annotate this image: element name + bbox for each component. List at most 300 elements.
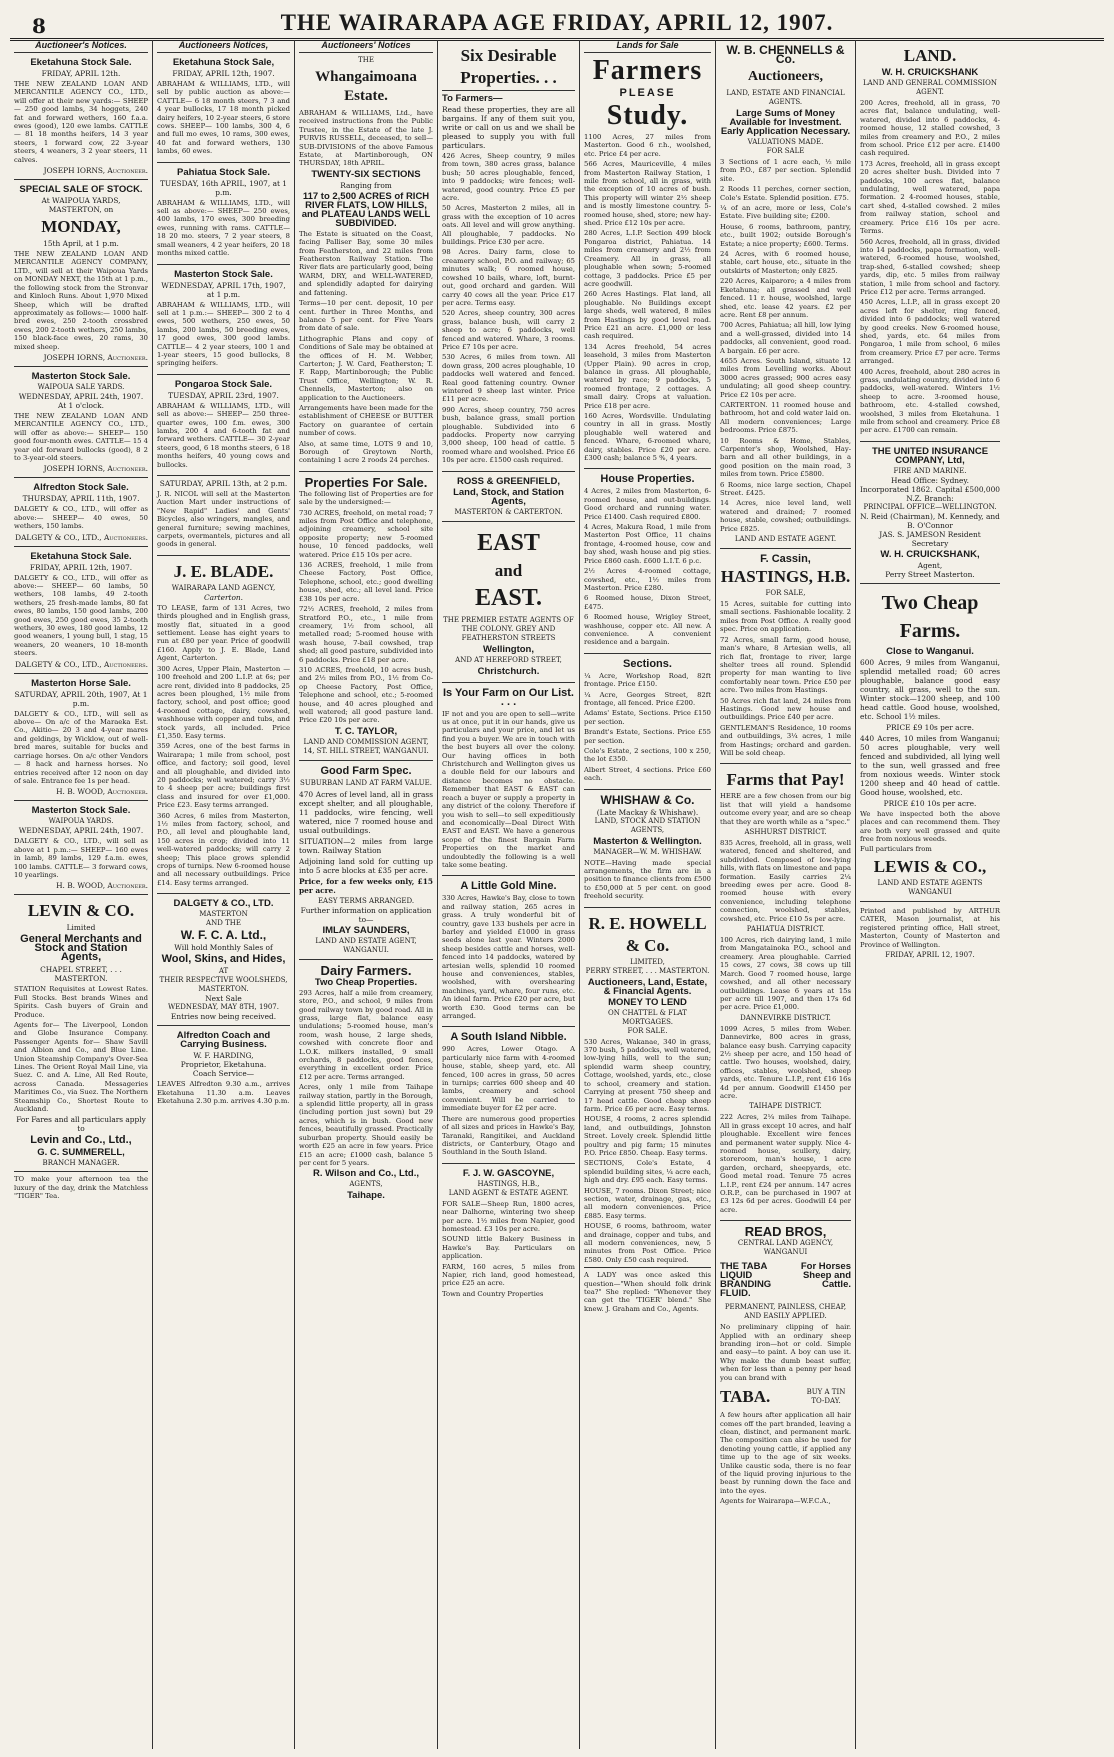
ad-good-farm-spec — [299, 761, 433, 960]
listing: 260 Acres Hastings. Flat land, all ploughable. No Buildings except large sheds, well watered, 8 miles from Hastings by good level road. Price £21 an acre. £1,000 or less cash required. — [584, 290, 711, 341]
taba-agents: Agents for Wairarapa—W.F.C.A., — [720, 1497, 831, 1506]
ad-price: Price, for a few weeks only, £15 per acre. — [299, 876, 433, 895]
taba-buy: BUY A TIN TO-DAY. — [806, 1387, 846, 1405]
ad-heading: Two Cheap — [881, 591, 979, 614]
firm-desc: LAND AND GENERAL COMMISSION AGENT. — [862, 79, 998, 96]
listing: 360 Acres, 6 miles from Masterton, 1½ miles from factory, school, and P.O., all level and ploughable land, 150 acres in crop; divided into 11 well-watered paddocks; will carry 2 sheep; This place grows splendid crops of turnips. New 6-roomed house and all necessary outbuildings. Price £14. Easy terms arranged. — [157, 811, 290, 887]
firm-manager: G. C. SUMMERELL, — [37, 1147, 125, 1159]
listing: 220 Acres, Kaiparoro; a 4 miles from Eketahuna; all grassed and well fenced. 11 r. house, woolshed, large shed, etc. lease 42 years. £2 per acre. Rent £8 per annum. — [720, 277, 851, 319]
listing: 440 Acres, 10 miles from Wanganui; 50 acres ploughable, very well fenced and subdivided, all lying well to the sun, well grassed and free from noxious weeds. Winter stock 1200 sheep and 40 head of cattle. Good house, woolshed, etc. — [860, 733, 1000, 797]
ad-heading: Alfredton Coach and Carrying Business. — [176, 1030, 271, 1051]
firm-valuations: VALUATIONS MADE. — [747, 138, 824, 146]
ad-read-bros-taba — [720, 1221, 851, 1511]
ad-body: DALGETY & CO., LTD., will offer as above:— SHEEP— 40 ewes, 50 wethers, 150 lambs. — [14, 505, 148, 531]
for-sale: FOR SALE — [766, 147, 805, 155]
firm-footer-name: Levin and Co., Ltd., — [30, 1134, 132, 1147]
directors: N. Reid (Chairman), M. Kennedy, and B. O'Connor — [860, 511, 1000, 530]
ad-intro: HERE are a few chosen from our big list that will yield a handsome outcome every year, and are so cheap that they are worth while as a "spec." — [720, 792, 851, 826]
listing: 10 Rooms & Home, Stables, Carpenter's shop, Woolshed, Hay-barn and all other buildings, in a good position on the main road, 3 miles from town. Price £5800. — [720, 436, 851, 479]
firm-name: ROSS & GREENFIELD, — [457, 475, 560, 487]
ad-acres: 117 to 2,500 ACRES of RICH RIVER FLATS, LOW HILLS, and PLATEAU LANDS WELL SUBDIVIDED. — [301, 190, 431, 229]
listing: 450 Acres, L.I.P., all in grass except 20 acres left for shelter, ring fenced, divided into 6 paddocks; well watered by good creeks. New 6-roomed house, shed, yards, etc. 64 miles from Pongaroa, 1 mile from school, 6 miles from creamery. Price £7 per acre. Terms arranged. — [860, 298, 1000, 366]
ad-heading: Masterton Stock Sale. — [31, 805, 131, 817]
firm-agents: Agents for— The Liverpool, London and Globe Insurance Company. Passenger Agents for— Shaw Savill and Albion and Co., and Blue Line. Union Steamship Company's Over-Sea Lines. The Orient Royal Mail Line, via Suez. C. and A. Line, All Red Route, across Canada. Messageries Maritimes Co., via Suez. The Northern Steamship Co., Shortest Route to Auckland. — [14, 1020, 148, 1114]
listing: 293 Acres, half a mile from creamery, store, P.O., and school, 9 miles from good railway town by good road. All in grass, large flat, balance easy undulations; 5-roomed house, man's room, wash house, 2 large sheds, cowshed with concrete floor and L.O.K. milkers installed, 9 small orchards, 8 paddocks, good fences, everything in excellent order. Price £12 per acre. Terms arranged. — [299, 988, 433, 1081]
firm-name: LEVIN & CO. — [27, 901, 135, 921]
ad-litho: Lithographic Plans and copy of Conditions of Sale may be obtained at the offices of H. M. Webber, Carterton; J. W. Card, Featherston; T. F. Rapp, Martinborough; the Public Trust Office, Wellington; W. R. Chennells, Masterton; also on application to the Auctioneers. — [299, 334, 433, 402]
firm-address: CHAPEL STREET, . . . MASTERTON. — [40, 965, 122, 984]
ad-alfredton-coach — [157, 1026, 290, 1111]
listing: 700 Acres, Pahiatua; all hill, low lying and a well-grassed, divided into 14 paddocks, all convenient, good road. A bargain. £6 per acre. — [720, 321, 851, 355]
ad-day: MONDAY, — [41, 217, 121, 237]
listing: HOUSE, 6 rooms, bathroom, water and drainage, copper and tubs, and all modern conveniences, new, 5 minutes from Post Office. Price £580. Only £50 cash required. — [584, 1222, 711, 1264]
tea-notice: A LADY was once asked this question—"When should folk drink tea?" She replied: "Whenever they can get the 'TIGER' blend." She knew. J. Graham and Co., Agents. — [584, 1271, 711, 1313]
resident-secretary: JAS. S. JAMESON Resident Secretary — [879, 529, 981, 548]
ad-heading: Alfredton Stock Sale. — [33, 482, 129, 494]
listing: 426 Acres, Sheep country, 9 miles from town, 380 acres grass, balance bush; 50 acres ploughable, fenced, into 9 paddocks; wire fences; well-watered, good country. Price £5 per acre. — [442, 152, 575, 203]
ad-ross-greenfield — [442, 472, 575, 522]
district: ASHHURST DISTRICT. — [744, 828, 827, 836]
listing: 6 Roomed house, Dixon Street, £475. — [584, 594, 711, 611]
section-heading: Auctioneer's Notices. — [14, 40, 148, 53]
ad-body: THE NEW ZEALAND LOAN AND MERCANTILE AGENCY CO., LTD., will offer at their new yards:— SHEEP— 250 good lambs, 34 hoggets, 240 fat and forward wethers, 160 f.a.a. ewes (good), 120 ewe lambs. CATTLE— 81 18 months heifers, 14 3 year steers, 1 forward cow, 22 3-year steers, 4 weaners, 3 2 year steers, 11 calves. — [14, 80, 148, 164]
firm-limited: Limited — [66, 923, 96, 933]
ad-heading: Eketahuna Stock Sale. — [30, 57, 132, 68]
column-7 — [856, 40, 1004, 1749]
ad-heading: Eketahuna Stock Sale. — [30, 550, 132, 562]
tea-notice: TO make your afternoon tea the luxury of the day, drink the Matchless "TIGER" Tea. — [14, 1175, 148, 1201]
ad-masterton-stock-sale — [14, 367, 148, 478]
listing: House, 6 rooms, bathroom, pantry, etc., built 1902; outside Borough's Estate; a nice property; £600. Terms. — [720, 222, 851, 248]
ad-date: THURSDAY, APRIL 11th, 1907. — [22, 494, 140, 504]
listing: 4 Acres, 2 miles from Masterton, 6-roomed house, and out-buildings. Good orchard and running water. Price £1400. Cash required £800. — [584, 487, 711, 521]
ad-body: J. R. NICOL will sell at the Masterton Auction Mart under instructions of "New Rapid" Ladies' and Gents' Bicycles, also wringers, mangles, and general furniture; sewing machines, carpets, overmantels, pictures and all goods in general. — [157, 490, 290, 549]
firm-body: STATION Requisites at Lowest Rates. Full Stocks. Best brands Wines and Spirits. Cash buyers of Grain and Produce. — [14, 985, 148, 1019]
ad-heading: Farmers — [592, 55, 703, 86]
firm-name: LEWIS & CO., — [873, 856, 987, 876]
listing: SECTIONS, Cole's Estate, 4 splendid building sites, ¼ acre each, high and dry. £95 each. Easy terms. — [584, 1159, 711, 1185]
ad-signature: H. B. WOOD, Auctioneer. — [56, 787, 148, 797]
listing: 359 Acres, one of the best farms in Wairarapa; 1 mile from school, post office, and factory; soil good, level and all ploughable, and divided into 20 paddocks; well watered; carry 3½ to 4 sheep per acre; buildings first class and insured for over £1,000. Price £23. Easy terms arranged. — [157, 742, 290, 810]
ad-body: 990 Acres, Lower Otago. A particularly nice farm with 4-roomed house, stable, sheep yard, etc. All fenced, 100 acres in grass, 50 acres in turnips; carries 600 sheep and 40 lambs, creamery and school convenient. Will be carried to immediate buyer for £2 per acre. — [442, 1045, 575, 1113]
ad-dalgety-wool-sales — [157, 894, 290, 1026]
ad-house-properties — [584, 469, 711, 653]
firm-note: NOTE—Having made special arrangements, the firm are in a position to finance clients from £500 to £50,000 at 5 per cent. on good freehold security. — [584, 858, 711, 901]
east-body: THE PREMIER ESTATE AGENTS OF THE COLONY. GREY AND FEATHERSTON STREETS — [443, 615, 574, 642]
columns — [10, 40, 1104, 1749]
principal-office: PRINCIPAL OFFICE—WELLINGTON. — [863, 502, 997, 511]
ad-heading-2: Properties. . . — [460, 68, 557, 87]
ad-to: To Farmers— — [442, 93, 503, 104]
ad-heading: Six Desirable — [460, 46, 557, 65]
ad-date: WEDNESDAY, APRIL 24th, 1907. At 1 o'clock. — [18, 391, 144, 410]
ad-signature: H. B. WOOD, Auctioneer. — [56, 881, 148, 891]
listing: CARTERTON. 11 roomed house and bathroom, hot and cold water laid on. All modern conveniences; Large bedrooms. Price £875. — [720, 400, 851, 435]
agent-street: Perry Street Masterton. — [885, 569, 975, 579]
ad-united-insurance — [860, 442, 1000, 584]
firm-name: F. J. W. GASCOYNE, — [462, 1167, 555, 1179]
east-heading: EAST — [477, 529, 540, 556]
ad-howell — [584, 908, 711, 1320]
ad-sections — [584, 654, 711, 790]
firm-name: WHISHAW & Co. — [600, 792, 695, 807]
listing: ¼ Acre, Workshop Road, 82ft frontage. Price £150. — [584, 671, 711, 689]
ad-masterton-stock-sale-2 — [14, 801, 148, 895]
estate-name: Whangaimoana Estate. — [315, 69, 417, 104]
column-2 — [153, 40, 295, 1749]
listing: 2½ Acres 4-roomed cottage, cowshed, etc., 1½ miles from Masterton. Price £280. — [584, 567, 711, 592]
ad-alfredton-stock-sale — [14, 478, 148, 546]
listing: Brandt's Estate, Sections. Price £55 per section. — [584, 728, 711, 745]
listing: 200 Acres, freehold, all in grass, 70 acres flat, balance undulating, well-watered, divided into 6 paddocks, 4-roomed house, 12 stalled cowshed, 3 miles from creamery and P.O., 2 miles from school. Price £12 per acre. £1400 cash required. — [860, 99, 1000, 158]
ad-whishaw — [584, 790, 711, 908]
firm-agents: AGENTS, — [349, 1180, 383, 1189]
price: PRICE £9 10s per acre. — [886, 722, 974, 732]
firm-manager: MANAGER—W. M. WHISHAW. — [593, 847, 702, 856]
firm-name: R. E. HOWELL — [588, 913, 707, 933]
ad-date: FRIDAY, APRIL 12th, 1907. — [172, 69, 275, 78]
listing: 4655 Acres. South Island, situate 12 miles from Levelling works. About 3000 acres grassed; 900 acres easy undulating; all good sheep country. Price £2 10s per acre. — [720, 356, 851, 399]
ad-terms: Terms—10 per cent. deposit, 10 per cent. further in Three Months, and balance 5 per cent. for Five Years from date of sale. — [299, 299, 433, 333]
listing: HOUSE, 7 rooms. Dixon Street; nice section, water, drainage, gas, etc., all modern conveniences. Price £885. Easy terms. — [584, 1186, 711, 1220]
listing: 400 Acres, freehold, about 280 acres in grass, undulating country, divided into 6 paddocks, well-watered. Winters 1½ sheep to acre. 3-roomed house, bathroom, etc. 4-stalled cowshed, woolshed, 3 miles from Eketahuna. 1 mile from school and creamery. Price £8 per acre. £1700 can remain. — [860, 367, 1000, 435]
ad-farmers-please-study — [584, 53, 711, 469]
ad-farm-on-list — [442, 683, 575, 877]
ad-levin-co — [14, 895, 148, 1206]
section-heading: Auctioneers' Notices — [299, 40, 433, 53]
ad-heading: A South Island Nibble. — [450, 1031, 567, 1044]
ad-chennells — [720, 40, 851, 549]
ad-arrangements: Arrangements have been made for the establishment of CHEESE or BUTTER Factory on guarantee of certain number of cows. — [299, 403, 433, 438]
mortgage: ON CHATTEL & FLAT MORTGAGES. — [608, 1008, 687, 1026]
listing: 72½ ACRES, freehold, 2 miles from Stratford P.O., etc., 1 mile from creamery, 1½ from school, all metalled road; 5-roomed house with wash house, 7-bail cowshed, trap shed; all good pasture, subdivided into 6 paddocks. Price £18 per acre. — [299, 605, 433, 664]
ad-the: THE — [358, 56, 374, 64]
firm-co: & Co. — [625, 935, 670, 955]
column-5 — [580, 40, 716, 1749]
listing: SITUATION—2 miles from large town. Railway Station — [299, 836, 433, 855]
firm-capital: Capital £500,000 — [935, 484, 1000, 494]
imprint — [860, 902, 1000, 964]
ad-place: At WAIPOUA YARDS, MASTERTON, on — [41, 196, 121, 215]
masthead — [10, 4, 1104, 41]
firm-name: T. C. TAYLOR, — [334, 725, 398, 737]
ad-sub: Close to Wanganui. — [886, 645, 974, 657]
imprint-body: Printed and published by ARTHUR CATER, Mason journalist, at his registered printing office, Hall street, Masterton, County of Masterton and Province of Wellington. — [860, 906, 1000, 949]
listing: Town and Country Properties — [442, 1289, 544, 1298]
firm-town: WANGANUI — [908, 887, 952, 896]
ad-body: IF not and you are open to sell—write us at once, put it in our hands, give us particulars and your price, and let us find you a buyer. We are in touch with the best buyers all over the colony. Our having offices in both Christchurch and Wellington gives us a double field for our labours and distance becomes no obstacle. Remember that EAST & EAST can reach a buyer or supply a property in any district of the colony. Therefore if you wish to sell—to sell expeditiously and economically—Deal Direct With EAST and EAST. We have a generous scope of the finest Bargain Farm Properties on the market and undoubtedly the following is a well take some beating. — [442, 709, 575, 869]
ad-heading-3: Study. — [606, 100, 689, 131]
listing: 530 Acres, Wakanae, 340 in grass, 370 bush, 5 paddocks, well watered, low-lying hills, well to the sun; splendid warm sheep country, Cottage, woolshed, yards, etc., close to school, creamery and station. Carrying at present 750 sheep and 17 head cattle. Good cheap sheep farm. Price £6 per acre. Easy terms. — [584, 1037, 711, 1113]
for-sale: FOR SALE. — [627, 1026, 668, 1035]
firm-place: MASTERTON & CARTERTON. — [454, 507, 563, 516]
firm-desc: LAND, ESTATE AND FINANCIAL AGENTS. — [726, 89, 845, 106]
taba-more: A few hours after application all hair comes off the part branded, leaving a clean, distinct, and permanent mark. The composition can also be used for denoting young cattle, if applied any time up to the age of six weeks. Unlike caustic soda, there is no fear of the liquid proving injurious to the beast by running down the face and into the eyes. — [720, 1411, 851, 1495]
ad-body: ABRAHAM & WILLIAMS, LTD., will sell by public auction as above:— CATTLE— 6 18 month steers, 7 3 and 4 year bullocks, 17 18 month picked dairy heifers, 10 2-year steers, 6 store cows. SHEEP— 100 lambs, 300 4, 6 and full mo ewes, 10 rams, 300 ewes, 40 fat and forward wethers, 130 lambs, 60 ewes. — [157, 80, 290, 156]
column-1 — [10, 40, 153, 1749]
ad-date: SATURDAY, APRIL 20th, 1907, At 1 p.m. — [14, 689, 148, 708]
ad-body: Will hold Monthly Sales of — [174, 943, 273, 953]
ad-heading: Masterton Stock Sale. — [174, 268, 273, 280]
ad-dairy-farmers — [299, 960, 433, 1207]
ad-heading: Pongaroa Stock Sale. — [174, 378, 273, 390]
ad-next: Next Sale — [205, 994, 242, 1004]
firm-name: THE UNITED INSURANCE COMPANY, Ltd, — [871, 445, 989, 466]
ad-also: Also, at same time, LOTS 9 and 10, Borough of Greytown North, containing 1 acre 2 roods 24 perches. — [299, 439, 433, 465]
ad-further: Further information on application to— — [300, 905, 432, 924]
ad-service: Coach Service— — [192, 1069, 255, 1079]
listing: 730 ACRES, freehold, on metal road; 7 miles from Post Office and telephone, adjoining creamery, school site opposite property; new 5-roomed house, 10 fenced paddocks, well watered. Price £15 10s per acre. — [299, 508, 433, 559]
firm-place: HASTINGS, H.B. — [720, 567, 851, 587]
firm-name: DALGETY & CO., LTD. — [173, 898, 274, 910]
listing: 15 Acres, suitable for cutting into small sections. Fashionable locality. 2 miles from Post Office. A really good spec. Price on application. — [720, 600, 851, 634]
ad-at: AT — [218, 967, 229, 976]
ad-signature: JOSEPH IORNS, Auctioneer. — [43, 464, 148, 474]
ad-masterton-horse-sale — [14, 674, 148, 802]
ad-date: WEDNESDAY, APRIL 17th, 1907, at 1 p.m. — [161, 280, 286, 299]
ad-eketahuna-stock-sale — [157, 53, 290, 163]
ad-entries: Entries now being received. — [170, 1012, 277, 1022]
listing: 98 Acres. Dairy farm, close to creamery school, P.O. and railway; 65 minutes walk; 6 roomed house, cowshed 10 bails, whare, loft, burnt-out, good orchard and garden. Will carry 40 cows all the year. Price £17 per acre. Terms easy. — [442, 248, 575, 307]
ad-date: TUESDAY, APRIL 23rd, 1907. — [168, 390, 279, 400]
listing: 280 Acres, L.I.P. Section 499 block Pongaroa district, Pahiatua. 14 miles from creamery and 2½ from Creamery. All in grass, all ploughable when sown; 5-roomed cottage, 3 paddocks. Price £5 per acre goodwill. — [584, 229, 711, 288]
ad-whangaimoana-estate — [299, 53, 433, 472]
ad-body-2: The Estate is situated on the Coast, facing Palliser Bay, some 30 miles from Featherston, and 22 miles from Featherston Railway Station. The River flats are particularly good, being WARM, DRY, and WELL-WATERED, and splendidly adapted for dairying and fattening. — [299, 229, 433, 297]
ad-range: Ranging from — [340, 180, 392, 190]
taba-name: TABA. — [720, 1387, 771, 1407]
listing: 3 Sections of 1 acre each, ½ mile from P.O., £87 per section. Splendid site. — [720, 158, 851, 183]
listing: 160 Acres, Wordsville. Undulating country in all in grass. Mostly ploughable well watered and fenced. Whare, 6-roomed whare, dairy, stables. Price £20 per acre. £300 cash; balance 5 %, 4 years. — [584, 412, 711, 463]
east-and: and — [494, 560, 523, 580]
page-number: 8 — [32, 14, 46, 38]
listing: 470 Acres of level land, all in grass except shelter, and all ploughable, 11 paddocks, wire fencing, well watered, nice 7 roomed house and usual outbuildings. — [299, 789, 433, 835]
listing: 6 Roomed house, Wrigley Street, washhouse, copper etc. All new. A convenience. A convenient residence and a bargain. — [584, 613, 711, 647]
listing: 310 ACRES, freehold, 10 acres bush, and 2½ miles from P.O., 1½ from Co-op Cheese Factory, Post Office, Telephone and school, etc.; 5-roomed house, and 40 acres ploughed and well watered; all good pasture land. Price £20 10s per acre. — [299, 665, 433, 725]
agent-title: Agent, — [917, 560, 943, 570]
firm-footer: For Fares and all particulars apply to — [16, 1115, 146, 1134]
ad-more: There are numerous good properties of all sizes and prices in Hawke's Bay, Taranaki, Rangitikei, and Auckland districts, or Canterbury, Otago and Southland in the South Island. — [442, 1114, 575, 1157]
ad-date: SATURDAY, APRIL 13th, at 2 p.m. — [159, 479, 288, 488]
ad-body: DALGETY & CO., LTD., will sell as above— On a/c of the Maraeka Est. Co., Akitio— 20 3 and 4-year mares and geldings, by Wicklow, out of well-bred mares, suitable for bucks and carriage horses. On a/c other Vendors— 8 hack and harness horses. No entries received after 12 noon on day of sale. Entrance fee 1s per head. — [14, 709, 148, 785]
ad-heading: Properties For Sale. — [304, 474, 428, 490]
firm-title: WAIRARAPA LAND AGENCY, — [171, 583, 276, 592]
ad-body: DALGETY & CO., LTD., will offer as above:— SHEEP— 60 lambs, 50 wethers, 108 lambs, 49 2-tooth wethers, 25 fresh-made lambs, 80 fat ewes, 80 lambs, 150 good lambs, 200 good ewes, 250 good ewes, 35 2-tooth wethers, 30 ewes, 180 good lambs, 12 good weaners, 1 young bull, 1 stag, 15 weaners, 20 weaners, 10 18-month steers. — [14, 573, 148, 658]
ad-sections: TWENTY-SIX SECTIONS — [311, 168, 421, 180]
ad-heading: Masterton Stock Sale. — [31, 370, 131, 382]
listing: 4 Acres, Makura Road, 1 mile from Masterton Post Office, 11 chains frontage, 4-roomed house, cow and bay shed, wash house and pig sties. Price £860 cash. £600 L.I.T. 6 p.c. — [584, 523, 711, 565]
firm-desc: CENTRAL LAND AGENCY, WANGANUI — [737, 1239, 834, 1257]
ad-blade — [157, 556, 290, 894]
ad-heading: House Properties. — [600, 473, 695, 486]
listing: 520 Acres, sheep country, 300 acres grass, balance bush, will carry 2 sheep to acre; 6 paddocks, well fenced and watered. Whare, 3 rooms. Price £7 10s per acre. — [442, 309, 575, 351]
ad-date: WEDNESDAY, MAY 8TH, 1907. — [167, 1003, 279, 1012]
listing: 100 Acres, rich dairying land, 1 mile from Mangatainoka P.O., school and creamery. Area ploughable. Carried 15 cows, 27 cows, 38 cows up till March. Good 7 roomed house, large cowshed, and all other necessary outbuildings. Lease 6 years at 15s per acre till 1907, and then 17s 6d per acre. Price £1,000. — [720, 936, 851, 1012]
listing: 2 Roods 11 perches, corner section, Cole's Estate. Splendid position. £75. — [720, 185, 851, 202]
ad-terms: EASY TERMS ARRANGED. — [317, 896, 415, 905]
ad-intro: The following list of Properties are for sale by the undersigned:— — [299, 489, 433, 507]
listing: HOUSE, 4 rooms, 2 acres splendid land, and outbuildings, Johnston Street. Lovely creek. Splendid little poultry and pig farm; 15 minutes P.O. Price £850. Cheap. Easy terms. — [584, 1115, 711, 1157]
imprint-date: FRIDAY, APRIL 12, 1907. — [885, 950, 975, 959]
ad-heading: SPECIAL SALE OF STOCK. — [19, 184, 143, 196]
ad-and: AND THE — [206, 919, 241, 928]
listing: 1099 Acres, 5 miles from Weber. Dannevirke, 800 acres in grass, balance easy bush. Carrying capacity 2½ sheep per acre, and 150 head of cattle. Two houses, woolshed, dairy, offices, stables, woolshed, sheep yards, etc. Tenure L.I.P., rent £16 16s 4d per annum. Goodwill £1450 per acre. — [720, 1024, 851, 1100]
district: TAIHAPE DISTRICT. — [749, 1102, 822, 1111]
listing: 600 Acres, 9 miles from Wanganui, splendid metalled road; 60 acres ploughable, balance good easy country, all grass, well to the sun. Winter stock—1200 sheep, and 100 head cattle. Good house, woolshed, etc. School 1½ miles. — [860, 657, 1000, 721]
listing: 50 Acres rich flat land, 24 miles from Hastings. Good new house and outbuildings. Price £40 per acre. — [720, 696, 851, 722]
ad-eketahuna-stock-sale — [14, 53, 148, 180]
listing: 134 Acres freehold, 54 acres leasehold, 3 miles from Masterton (Upper Plain). 90 acres in crop, balance in grass. All ploughable, watered by race; 9 paddocks, 5 roomed frontage, 2 cottages. A small dairy. Crops at valuation. Price £18 per acre. — [584, 342, 711, 410]
listing: Acres, only 1 mile from Taihape railway station, partly in the Borough, a splendid little property, all in grass (including portion just sown) but 29 acres, which is in bush. Good new fences, beautifully grassed. Practically suburban property. Should easily be worth £25 an acre in few years. Price £15 an acre; £1000 cash, balance 5 per cent for 5 years. — [299, 1083, 433, 1167]
firm-name: W. H. CRUICKSHANK — [881, 67, 979, 78]
listing: TO LEASE, farm of 131 Acres, two thirds ploughed and in English grass, mostly flat, situated in a good settlement. Lease has eight years to run at £80 per year. Price of goodwill £160. Apply to J. E. Blade, Land Agent, Carterton. — [157, 603, 290, 663]
ad-taylor-properties — [299, 472, 433, 761]
ad-heading: A Little Gold Mine. — [460, 880, 557, 893]
price: PRICE £10 10s per acre. — [883, 798, 977, 808]
ad-date: 15th April, at 1 p.m. — [43, 239, 119, 249]
column-6 — [716, 40, 856, 1749]
ad-south-island-nibble — [442, 1027, 575, 1163]
listing: FOR SALE—Sheep Run, 1800 acres, near Dalhorne, wintering two sheep per acre. 1½ miles from Napier, good homestead. £3 10s per acre. — [442, 1199, 575, 1233]
ad-heading: LAND. — [903, 46, 957, 65]
ad-cruickshank — [860, 40, 1000, 442]
ad-pahiatua-stock-sale — [157, 163, 290, 265]
agent-name: W. H. CRUICKSHANK, — [880, 548, 980, 560]
listing: 530 Acres, 6 miles from town. All down grass, 200 acres ploughable, 10 paddocks well watered and fenced. Real good fattening country. Owner wintered 9 sheep last winter. Price £11 per acre. — [442, 353, 575, 404]
firm-agent: LAND AND ESTATE AGENT. — [734, 535, 837, 544]
ad-note: We have inspected both the above places and can recommend them. They are both very well grassed and quite free from noxious weeds. — [860, 809, 1000, 844]
ad-gascoyne — [442, 1164, 575, 1304]
firm-name: J. E. BLADE. — [173, 561, 274, 581]
ad-sub: WAIPOUA YARDS. — [48, 817, 114, 826]
listing: 222 Acres, 2¼ miles from Taihape. All in grass except 10 acres, and half ploughable. Excellent wire fences and permanent water supply. Nice 4-roomed house, scullery, dairy, storeroom, man's house, 1 acre garden, orchard, sheepyards, etc. Good metal road. Tenure 75 acres L.I.P., rent £24 per annum. 147 acres O.R.P., can be purchased in 1907 at £3 12s 6d per acres. Goodwill £4 per acre. — [720, 1113, 851, 1214]
firm-limited: LIMITED, — [630, 957, 665, 966]
taba-body: No preliminary clipping of hair. Applied with an ordinary sheep branding iron—hot or cold. Simple and easy—to paint. A boy can use it. Why make the dumb beast suffer, when for less than a penny per head you can brand with — [720, 1323, 851, 1382]
firm-name: R. Wilson and Co., Ltd., — [313, 1168, 419, 1180]
firm-manager-title: BRANCH MANAGER. — [42, 1159, 120, 1168]
listing: 300 Acres, Upper Plain, Masterton — 100 freehold and 200 L.I.P. at 6s; per acre rent, divided into 8 paddocks, 25 acres been ploughed, 1½ mile from factory, school, and post office; good 4-roomed cottage, dairy, cowshed, washhouse with copper and tubs, and stock yards, all included. Price £1,350. Easy terms. — [157, 664, 290, 740]
listing: Adams' Estate, Sections. Price £150 per section. — [584, 709, 711, 726]
firm-desc: LAND AND ESTATE AGENT, WANGANUI. — [315, 936, 417, 954]
listing: 6 Rooms, nice large section, Chapel Street. £425. — [720, 480, 851, 498]
firm-desc: Land, Stock, and Station Agents, — [453, 486, 564, 507]
listing: ¼ Acre, Georges Street, 82ft frontage, all fenced. Price £200. — [584, 690, 711, 707]
firm-desc: LAND AND COMMISSION AGENT, 14, ST. HILL STREET, WANGANUI. — [303, 737, 429, 755]
firm-desc: Auctioneers, Land, Estate, & Financial Agents. — [587, 976, 708, 997]
ad-masterton-stock-sale — [157, 265, 290, 375]
taba-qualities: PERMANENT, PAINLESS, CHEAP, AND EASILY APPLIED. — [724, 1303, 847, 1321]
ad-heading: Sections. — [623, 657, 672, 670]
ad-signature: JOSEPH IORNS, Auctioneer. — [43, 352, 148, 362]
firm-name: W. B. CHENNELLS & Co. — [726, 43, 845, 66]
column-4 — [438, 40, 580, 1749]
firm-street: PERRY STREET, . . . MASTERTON. — [585, 966, 710, 975]
money-to-lend: MONEY TO LEND — [608, 996, 687, 1008]
east-city: Wellington, — [482, 643, 534, 655]
listing: 14 Acres, nice level land, well watered and drained; 7 roomed house, stable, cowshed; outbuildings. Price £825. — [720, 499, 851, 533]
firm-place: Masterton & Wellington. — [593, 835, 702, 847]
firm-place: MASTERTON — [199, 910, 248, 919]
ad-heading: Pahiatua Stock Sale. — [177, 166, 270, 178]
ad-heading-2: Farms. — [899, 619, 961, 642]
ad-sub: Two Cheap Properties. — [314, 976, 418, 988]
ad-heading: Farms that Pay! — [726, 770, 845, 790]
ad-date: TUESDAY, 16th APRIL, 1907, at 1 p.m. — [159, 178, 288, 197]
firm-place: Carterton. — [204, 592, 243, 602]
ad-times: LEAVES Alfredton 9.30 a.m., arrives Eketahuna 11.30 a.m. Leaves Eketahuna 2.30 p.m. arrives 4.30 p.m. — [157, 1080, 290, 1106]
column-3 — [295, 40, 438, 1749]
ad-date: WEDNESDAY, APRIL 24th, 1907. — [18, 826, 144, 836]
east-and-at: AND AT HEREFORD STREET, — [455, 655, 562, 664]
firm-place: Taihape. — [347, 1190, 385, 1202]
firm-desc: FIRE AND MARINE. — [893, 466, 967, 475]
ad-sub: WAIPOUA SALE YARDS. — [37, 382, 125, 391]
ad-special-sale — [14, 180, 148, 367]
firm-town: HASTINGS, H.B., — [477, 1179, 540, 1188]
ad-sub: SUBURBAN LAND AT FARM VALUE. — [300, 778, 432, 787]
newspaper-title: THE WAIRARAPA AGE FRIDAY, APRIL 12, 1907. — [280, 10, 834, 35]
ad-heading: Eketahuna Stock Sale, — [172, 57, 275, 68]
listing: 50 Acres, Masterton 2 miles, all in grass with the exception of 10 acres oats. All level and will grow anything. All ploughable, 7 paddocks. No buildings. Price £30 per acre. — [442, 204, 575, 247]
listing: 990 Acres, sheep country, 750 acres bush, balance grass, small portion ploughable. Subdivided into 6 paddocks. Property now carrying 3,000 sheep, 100 head of cattle. 5 roomed whare and woolshed. Price £6 10s per acre. £1500 cash required. — [442, 405, 575, 465]
listing: FARM, 160 acres, 5 miles from Napier, rich land, good homestead, price £25 an acre. — [442, 1262, 575, 1288]
ad-signature: JOSEPH IORNS, Auctioneer. — [43, 166, 148, 176]
firm-name: F. Cassin, — [760, 553, 811, 566]
listing: Adjoining land sold for cutting up into 5 acre blocks at £35 per acre. — [299, 856, 433, 875]
ad-nicol-auction — [157, 476, 290, 556]
ad-farms-that-pay — [720, 764, 851, 1221]
section-heading: Auctioneers Notices, — [157, 40, 290, 53]
firm-desc: LAND AND ESTATE AGENTS — [877, 878, 983, 887]
listing: 1100 Acres, 27 miles from Masterton. Good 6 r.h., woolshed, etc. Price £4 per acre. — [584, 133, 711, 158]
ad-six-desirable-properties — [442, 40, 575, 472]
ad-intro: Read these properties, they are all bargains. If any of them suit you, write or call on us and we shall be pleased to supply you with full particulars. — [442, 105, 575, 150]
ad-date: FRIDAY, APRIL 12th, 1907. — [29, 562, 133, 572]
ad-date: FRIDAY, APRIL 12th. — [41, 69, 121, 78]
ad-body: ABRAHAM & WILLIAMS, LTD., will sell at 1 p.m.:— SHEEP— 300 2 to 4 ewes, 500 wethers, 250 ewes, 50 lambs, 200 lambs, 50 breeding ewes, 17 good ewes, 300 good lambs. CATTLE— 4 2 year steers, 100 1 and 1-year steers, 15 good bullocks, 8 springing heifers. — [157, 300, 290, 368]
listing: Cole's Estate, 2 sections, 100 x 250, the lot £350. — [584, 747, 711, 764]
listing: 560 Acres, freehold, all in grass, divided into 14 paddocks, papa formation, well-watered, 6-roomed house, woolshed, trap-shed, 6-stalled cowshed; sheep yards, dip, etc. 5 miles from railway station, 1 mile from school and factory. Price £12 per acre. Terms arranged. — [860, 237, 1000, 296]
firm-sub: (Late Mackay & Whishaw). — [596, 807, 699, 817]
ad-heading-2: PLEASE — [619, 87, 676, 99]
ad-eketahuna-stock-sale-2 — [14, 547, 148, 674]
firm-name: READ BROS, — [744, 1224, 827, 1240]
firm-name: IMLAY SAUNDERS, — [322, 924, 410, 936]
ad-heading: Is Your Farm on Our List. . . . — [442, 686, 574, 708]
ad-where: THEIR RESPECTIVE WOOLSHEDS, MASTERTON. — [159, 976, 288, 994]
ad-heading: Dairy Farmers. — [320, 962, 412, 978]
ad-role: Proprietor, Eketahuna. — [180, 1060, 267, 1070]
listing: 136 ACRES, freehold, 1 mile from Cheese Factory, Post Office, Telephone, school, etc.; good dwelling house, shed, etc.; all level land. Price £38 10s per acre. — [299, 561, 433, 603]
ad-heading: Good Farm Spec. — [320, 764, 412, 777]
listing: Albert Street, 4 sections. Price £60 each. — [584, 765, 711, 783]
ad-pongaroa-stock-sale — [157, 375, 290, 476]
ad-signature: DALGETY & CO., LTD., Auctioneers. — [15, 659, 148, 669]
listing: 24 Acres, with 6 roomed house, stable, cart house, etc., situate in the outskirts of Masterton; only £825. — [720, 250, 851, 275]
ad-goods: Wool, Skins, and Hides, — [161, 953, 286, 966]
ad-signature: DALGETY & CO., LTD., Auctioneers. — [15, 532, 148, 542]
ad-body: ABRAHAM & WILLIAMS, Ltd., have received instructions from the Public Trustee, in the Estate of the late J. PURVIS RUSSELL, deceased, to sell— SUB-DIVISIONS of the above Famous Estate, at Martinborough, ON THURSDAY, 18th APRIL. — [299, 109, 433, 168]
listing: 835 Acres, freehold, all in grass, well watered, fenced and sheltered, and subdivided. Composed of low-lying hills, with flats on limestone and papa formation. Easily carries 2¼ breeding ewes per acre. Good 8-roomed house with every convenience, including telephone connection, woolshed, stables, cowshed, etc. Price £10 5s per acre. — [720, 839, 851, 923]
ad-body: ABRAHAM & WILLIAMS, LTD., will sell as above:— SHEEP— 250 ewes, 400 lambs, 170 ewes, 300 breeding ewes, running with rams. CATTLE— 18 20 mo. steers, 7 2 year steers, 8 small weaners, 4 2 year heifers, 20 18 months mixed cattle. — [157, 198, 290, 258]
for-sale: FOR SALE, — [765, 589, 806, 598]
ad-body: THE NEW ZEALAND LOAN AND MERCANTILE AGENCY COMPANY, LTD., will sell at their Waipoua Yards on MONDAY NEXT, the 15th at 1 p.m., the following stock from the Stronvar and Kinloch Runs. About 1,970 Mixed Sheep, which will be drafted approximately as follows:— 1000 half-bred ewes, 250 2-tooth crossbred ewes, 200 2-tooth wethers, 250 lambs, 150 black-face ewes, 20 rams, 30 mixed sheep. — [14, 250, 148, 351]
east-heading-2: EAST. — [475, 584, 542, 611]
listing: ¼ of an acre, more or less, Cole's Estate. Five building site; £200. — [720, 204, 851, 221]
taba-title: THE TABA LIQUID BRANDING FLUID. — [720, 1261, 772, 1300]
ad-body: THE NEW ZEALAND LOAN AND MERCANTILE AGENCY CO., LTD., will offer as above:— SHEEP— 150 good four-month ewes. CATTLE— 15 4 year old forward bullocks (good), 8 2 to 3-year-old steers. — [14, 411, 148, 462]
taba-for: For Horses Sheep and Cattle. — [800, 1261, 851, 1291]
firm-desc: LAND AGENT & ESTATE AGENT. — [448, 1188, 569, 1197]
